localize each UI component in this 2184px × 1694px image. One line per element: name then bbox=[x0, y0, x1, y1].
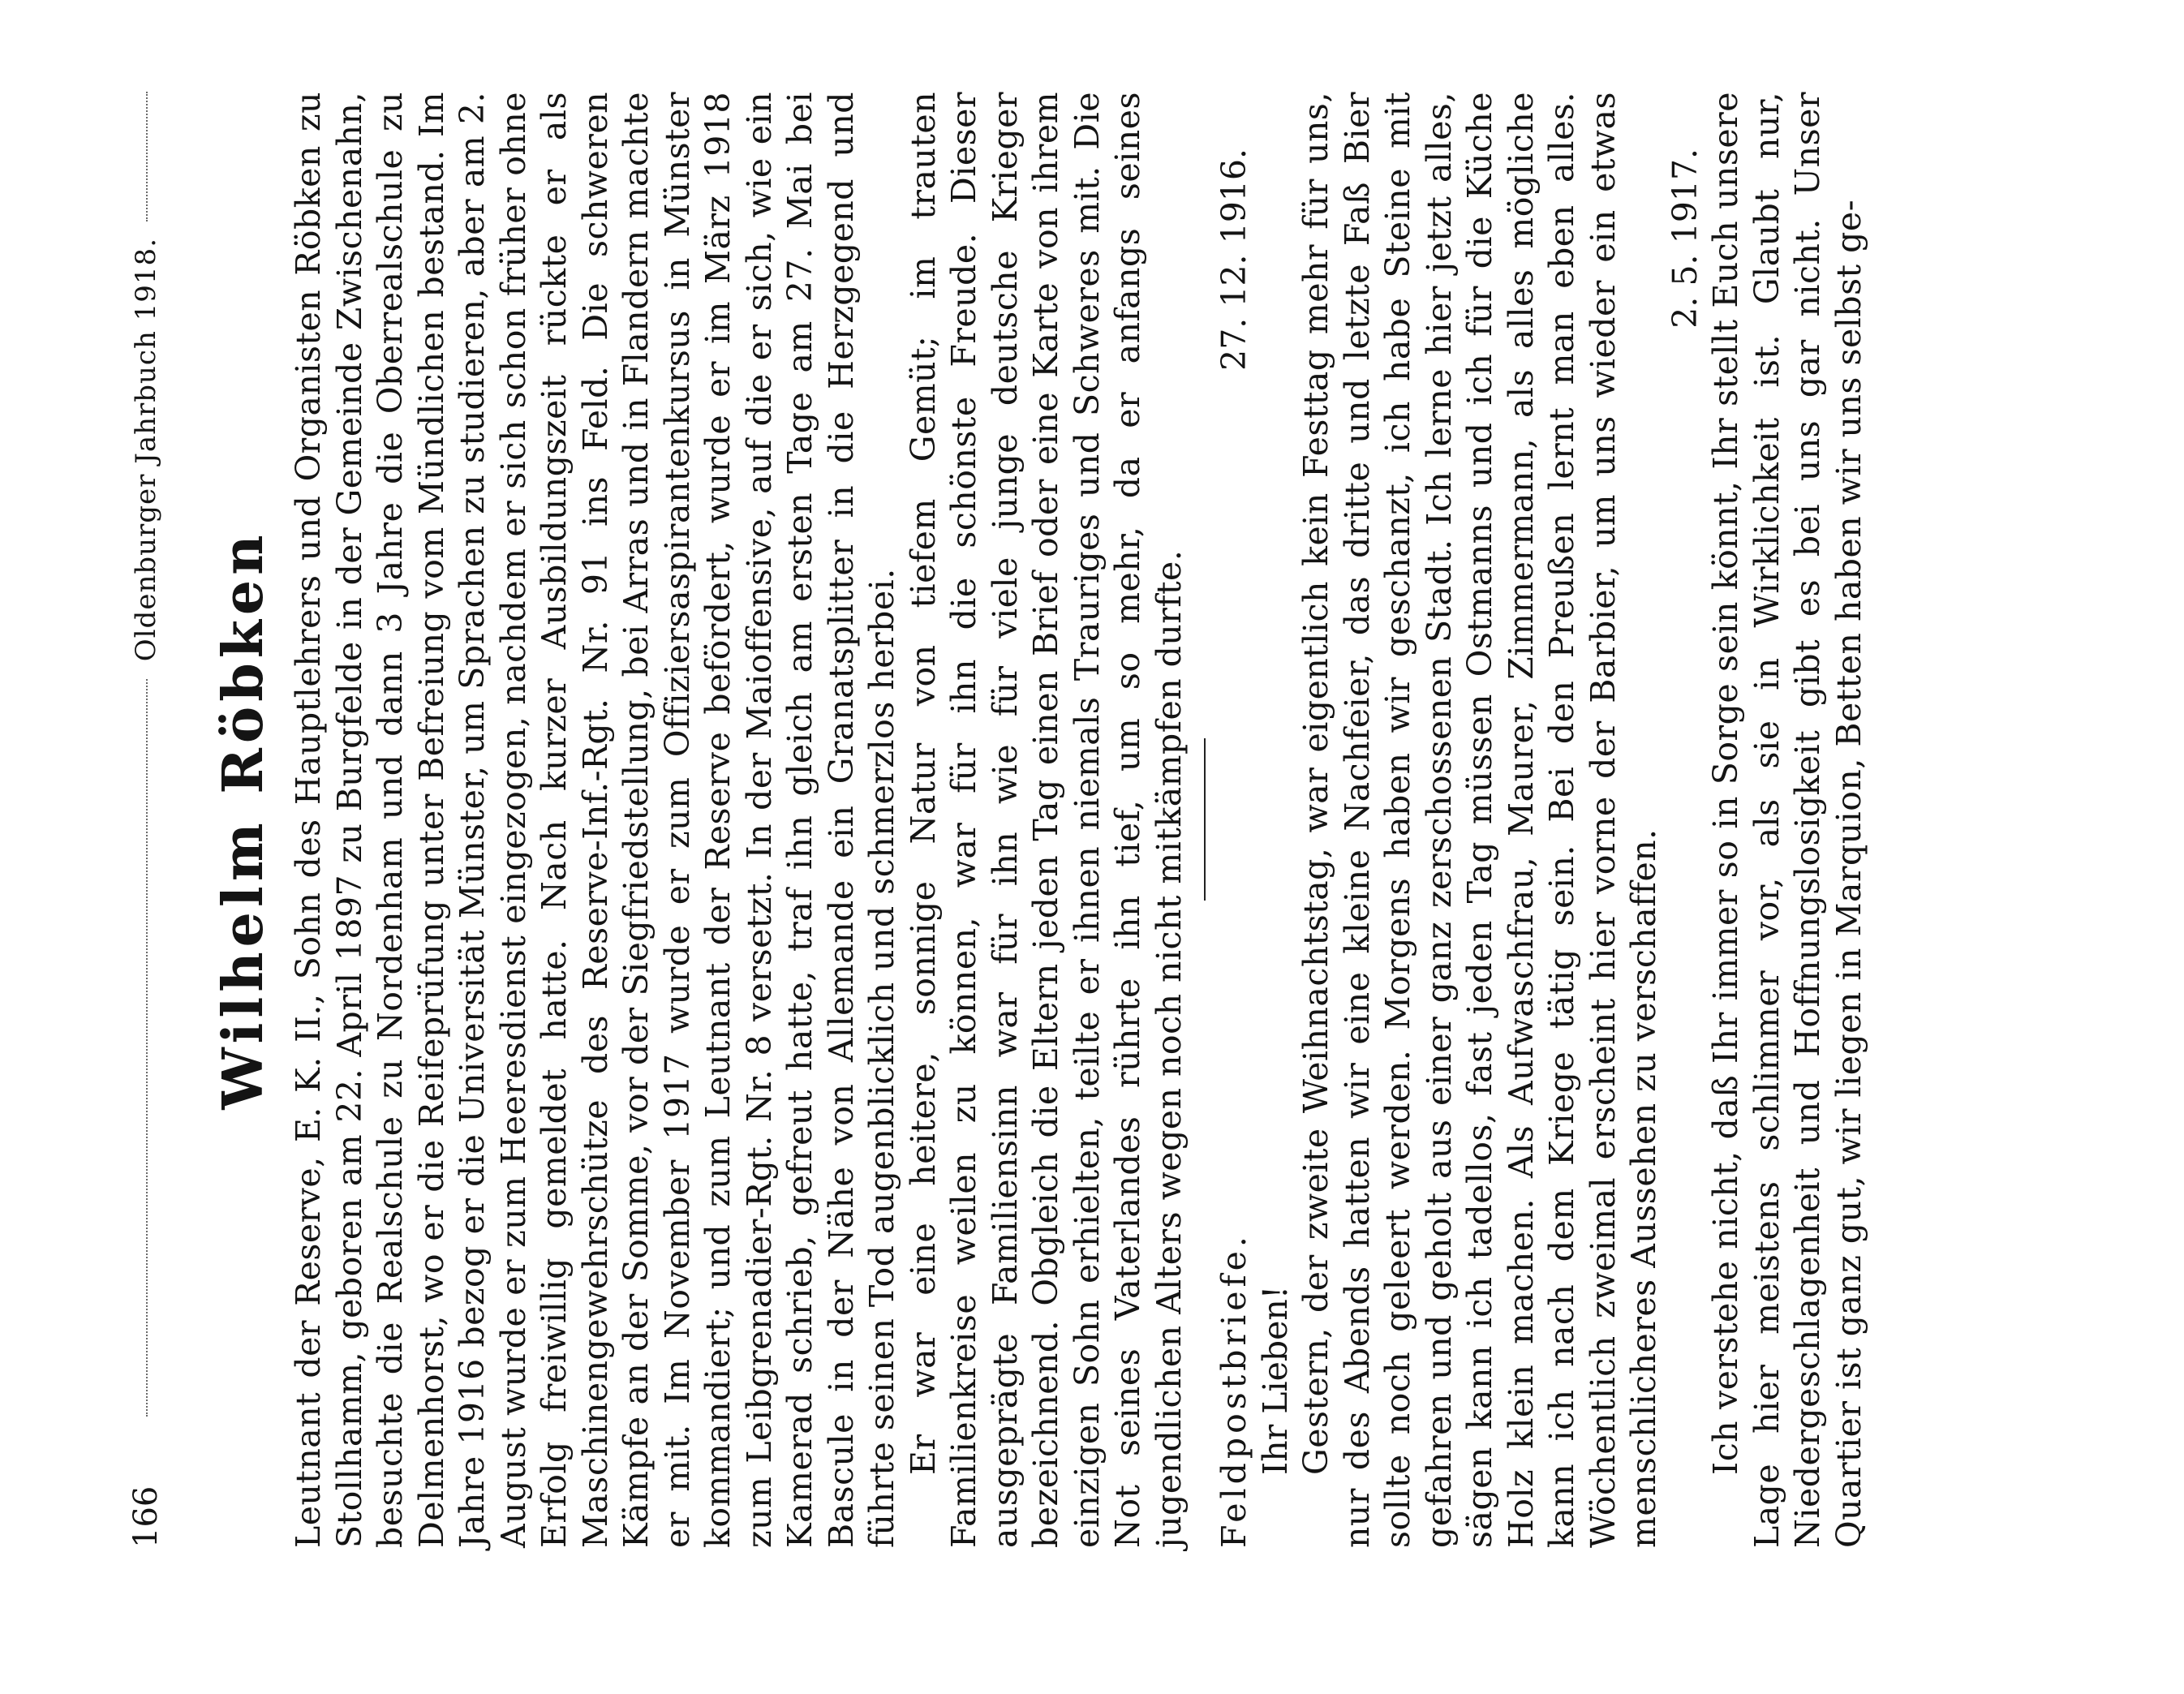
header-dotted-rule-right bbox=[145, 92, 148, 221]
running-header bbox=[118, 92, 174, 1548]
page-number: 166 bbox=[127, 1485, 165, 1548]
letter-salutation: Ihr Lieben! bbox=[1255, 1285, 1295, 1475]
letter-body-1: Gestern, der zweite Weihnachtstag, war eigentlich kein Festtag mehr für uns, nur des Abends hatten wir eine kleine Nachfeier, das dritte und letzte Faß Bier sollte noch geleert werden. Morgens haben wir geschanzt, ich habe Steine mit gefahren und geholt aus einer ganz zerschossenen Stadt. Ich lerne hier jetzt alles, sägen kann ich tadellos, fast jeden Tag müssen Ostmanns und ich für die Küche Holz klein machen. Als Aufwaschfrau, Maurer, Zimmermann, als alles mögliche kann ich nach dem Kriege tätig sein. Bei den Preußen lernt man eben alles. Wöchentlich zweimal erscheint hier vorne der Barbier, um uns wieder ein etwas menschlicheres Aussehen zu verschaffen. bbox=[1296, 92, 1663, 1548]
section-label-feldpostbriefe: Feldpostbriefe. bbox=[1215, 1232, 1253, 1548]
letters-heading-line bbox=[1214, 92, 1255, 1548]
article-body bbox=[288, 92, 1869, 1548]
letter-body-2: Ich verstehe nicht, daß Ihr immer so in Sorge sein könnt, Ihr stellt Euch unsere Lage hier meistens schlimmer vor, als sie in Wirklichkeit ist. Glaubt nur, Niedergeschlagenheit und Hoffnungslosigkeit gibt es bei uns gar nicht. Unser Quartier ist ganz gut, wir liegen in Marquion, Betten haben wir uns selbst ge- bbox=[1706, 92, 1868, 1548]
letter-date-1: 27. 12. 1916. bbox=[1215, 148, 1253, 371]
bio-paragraph: Leutnant der Reserve, E. K. II., Sohn des Hauptlehrers und Organisten Röbken zu Stollhamm, geboren am 22. April 1897 zu Burgfelde in der Gemeinde Zwischenahn, besuchte die Realschule zu Nordenham und dann 3 Jahre die Oberrealschule zu Delmenhorst, wo er die Reifeprüfung unter Befreiung vom Mündlichen bestand. Im Jahre 1916 bezog er die Universität Münster, um Sprachen zu studieren, aber am 2. August wurde er zum Heeresdienst eingezogen, nachdem er sich schon früher ohne Erfolg freiwillig gemeldet hatte. Nach kurzer Ausbildungszeit rückte er als Maschinengewehrschütze des Reserve-Inf.-Rgt. Nr. 91 ins Feld. Die schweren Kämpfe an der Somme, vor der Siegfriedstellung, bei Arras und in Flandern machte er mit. Im November 1917 wurde er zum Offiziersaspirantenkursus in Münster kommandiert; und zum Leutnant der Reserve befördert, wurde er im März 1918 zum Leibgrenadier-Rgt. Nr. 8 versetzt. In der Maioffensive, auf die er sich, wie ein Kamerad schrieb, gefreut hatte, traf ihn gleich am ersten Tage am 27. Mai bei Bascule in der Nähe von Allemande ein Granatsplitter in die Herzgegend und führte seinen Tod augenblicklich und schmerzlos herbei. bbox=[289, 92, 901, 1548]
letter-date-2: 2. 5. 1917. bbox=[1665, 148, 1705, 329]
article-title: Wilhelm Röbken bbox=[211, 530, 276, 1110]
running-title: Oldenburger Jahrbuch 1918. bbox=[130, 238, 162, 662]
character-paragraph: Er war eine heitere, sonnige Natur von tiefem Gemüt; im trauten Familienkreise weilen zu können, war für ihn die schönste Freude. Dieser ausgeprägte Familiensinn war für ihn wie für viele junge deutsche Krieger bezeichnend. Obgleich die Eltern jeden Tag einen Brief oder eine Karte von ihrem einzigen Sohn erhielten, teilte er ihnen niemals Trauriges und Schweres mit. Die Not seines Vaterlandes rührte ihn tief, um so mehr, da er anfangs seines jugendlichen Alters wegen noch nicht mitkämpfen durfte. bbox=[903, 92, 1189, 1548]
section-divider bbox=[1204, 739, 1206, 901]
header-dotted-rule bbox=[145, 679, 148, 1417]
